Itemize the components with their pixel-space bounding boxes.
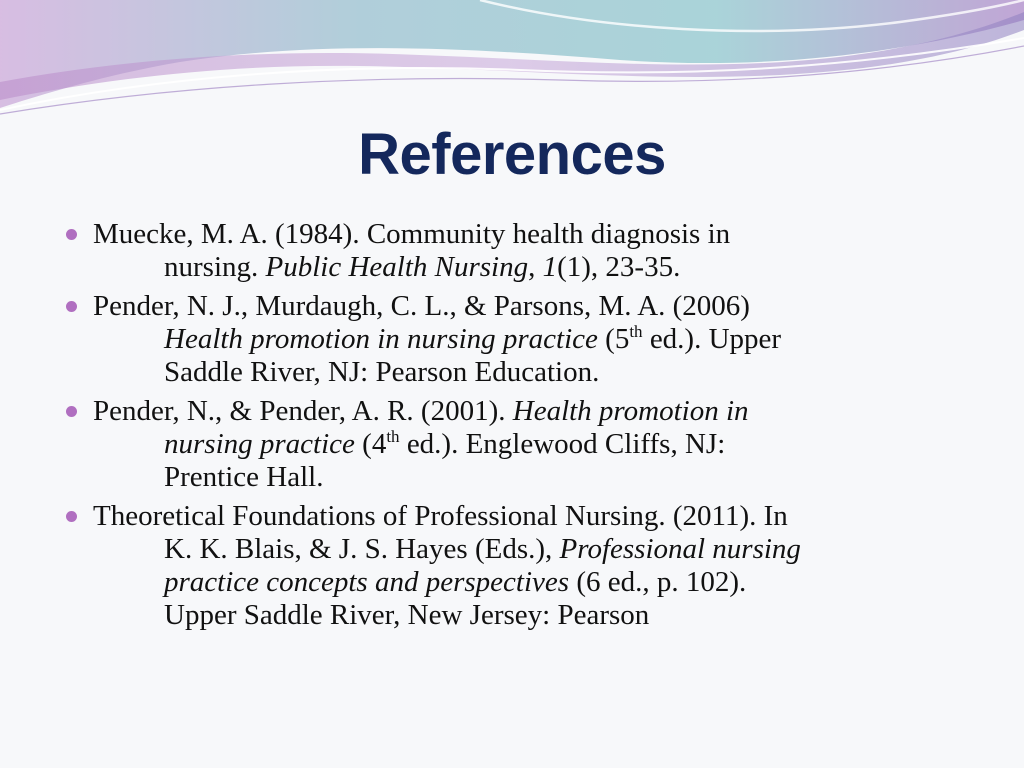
reference-text: , bbox=[528, 251, 543, 283]
reference-line bbox=[93, 428, 966, 461]
reference-line bbox=[93, 290, 966, 323]
italic-text: nursing practice bbox=[164, 428, 355, 460]
reference-text: Pender, N. J., Murdaugh, C. L., & Parsons, M. A. (2006) bbox=[93, 290, 750, 322]
reference-line bbox=[93, 533, 966, 566]
bullet-dot-icon bbox=[66, 511, 77, 522]
reference-item bbox=[66, 290, 966, 389]
reference-text: Upper Saddle River, New Jersey: Pearson bbox=[164, 599, 650, 631]
reference-line bbox=[93, 356, 966, 389]
reference-line bbox=[93, 566, 966, 599]
reference-text: Theoretical Foundations of Professional Nursing. (2011). In bbox=[93, 500, 788, 532]
reference-list bbox=[66, 218, 966, 638]
reference-text: K. K. Blais, & J. S. Hayes (Eds.), bbox=[164, 533, 560, 565]
superscript-text: th bbox=[629, 322, 643, 341]
bullet-dot-icon bbox=[66, 229, 77, 240]
reference-text: (5 bbox=[597, 323, 630, 355]
reference-line bbox=[93, 461, 966, 494]
reference-item bbox=[66, 500, 966, 632]
reference-text: nursing. bbox=[164, 251, 266, 283]
superscript-text: th bbox=[386, 427, 400, 446]
reference-text: (6 ed., p. 102). bbox=[569, 566, 747, 598]
bullet-dot-icon bbox=[66, 301, 77, 312]
reference-text: Muecke, M. A. (1984). Community health diagnosis in bbox=[93, 218, 731, 250]
italic-text: practice concepts and perspectives bbox=[164, 566, 570, 598]
reference-line bbox=[93, 500, 966, 533]
reference-line bbox=[93, 218, 966, 251]
reference-line bbox=[93, 395, 966, 428]
bullet-dot-icon bbox=[66, 406, 77, 417]
reference-text: (4 bbox=[354, 428, 387, 460]
italic-text: Health promotion in bbox=[512, 395, 749, 427]
reference-text: Saddle River, NJ: Pearson Education. bbox=[164, 356, 600, 388]
reference-line bbox=[93, 323, 966, 356]
reference-text: ed.). Upper bbox=[642, 323, 782, 355]
reference-line bbox=[93, 251, 966, 284]
reference-item bbox=[66, 218, 966, 284]
slide-title: References bbox=[358, 122, 666, 187]
italic-text: Professional nursing bbox=[559, 533, 801, 565]
reference-item bbox=[66, 395, 966, 494]
reference-text: (1), 23-35. bbox=[557, 251, 681, 283]
italic-text: 1 bbox=[542, 251, 558, 283]
italic-text: Public Health Nursing bbox=[265, 251, 529, 283]
reference-text: ed.). Englewood Cliffs, NJ: bbox=[399, 428, 726, 460]
reference-text: Prentice Hall. bbox=[164, 461, 324, 493]
italic-text: Health promotion in nursing practice bbox=[164, 323, 598, 355]
reference-text: Pender, N., & Pender, A. R. (2001). bbox=[93, 395, 513, 427]
header-wave-decoration bbox=[0, 0, 1024, 130]
reference-line bbox=[93, 599, 966, 632]
